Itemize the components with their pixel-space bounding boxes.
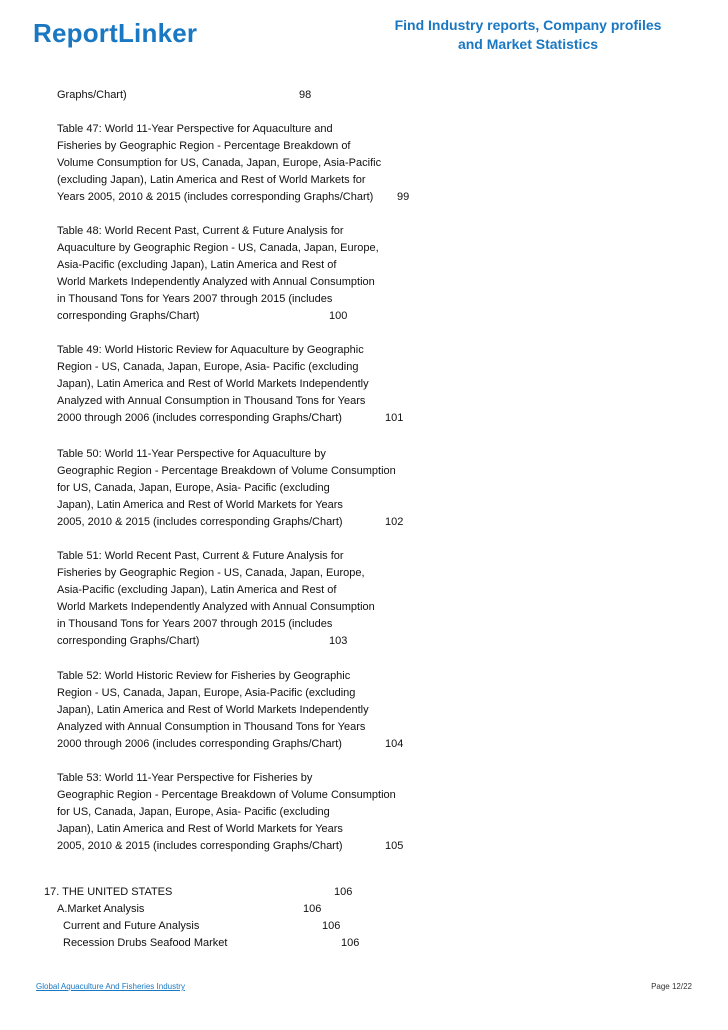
toc-entry-line: Table 52: World Historic Review for Fisheries by Geographic — [57, 670, 351, 682]
tagline-line-2: and Market Statistics — [457, 36, 599, 52]
toc-entry-line: Geographic Region - Percentage Breakdown of Volume Consumption — [57, 465, 396, 477]
toc-entry-line: Aquaculture by Geographic Region - US, Canada, Japan, Europe, — [57, 242, 379, 254]
toc-entry-line: Analyzed with Annual Consumption in Thousand Tons for Years — [57, 395, 366, 407]
toc-entry-line: Table 51: World Recent Past, Current & Future Analysis for — [57, 550, 344, 562]
toc-entry-line: Japan), Latin America and Rest of World Markets Independently — [57, 378, 369, 390]
toc-entry-line: Asia-Pacific (excluding Japan), Latin America and Rest of — [57, 259, 337, 271]
toc-entry-line: Table 49: World Historic Review for Aquaculture by Geographic — [57, 344, 364, 356]
toc-entry-line: Region - US, Canada, Japan, Europe, Asia-Pacific (excluding — [57, 687, 356, 699]
toc-page-number: 106 — [303, 903, 322, 915]
toc-page-number: 105 — [385, 840, 404, 852]
header-tagline — [380, 16, 676, 54]
toc-entry-line: Region - US, Canada, Japan, Europe, Asia- Pacific (excluding — [57, 361, 359, 373]
toc-entry-line: Japan), Latin America and Rest of World Markets for Years — [57, 823, 343, 835]
footer-page-number: Page 12/22 — [651, 982, 692, 991]
section-subheading: Recession Drubs Seafood Market — [63, 937, 228, 949]
toc-page-number: 106 — [341, 937, 360, 949]
toc-entry-line: World Markets Independently Analyzed with Annual Consumption — [57, 601, 375, 613]
toc-entry-line: Years 2005, 2010 & 2015 (includes corresponding Graphs/Chart) — [57, 191, 374, 203]
toc-entry-line: Japan), Latin America and Rest of World Markets Independently — [57, 704, 369, 716]
toc-entry-line: for US, Canada, Japan, Europe, Asia- Pacific (excluding — [57, 482, 330, 494]
toc-entry-line: Geographic Region - Percentage Breakdown of Volume Consumption — [57, 789, 396, 801]
toc-entry-line: (excluding Japan), Latin America and Rest of World Markets for — [57, 174, 366, 186]
toc-entry-line: in Thousand Tons for Years 2007 through 2015 (includes — [57, 618, 333, 630]
section-subheading: A.Market Analysis — [57, 903, 145, 915]
toc-entry-line: in Thousand Tons for Years 2007 through 2015 (includes — [57, 293, 333, 305]
toc-entry-line: 2005, 2010 & 2015 (includes corresponding Graphs/Chart) — [57, 516, 343, 528]
toc-entry-line: Table 53: World 11-Year Perspective for Fisheries by — [57, 772, 313, 784]
toc-entry-line: Table 47: World 11-Year Perspective for Aquaculture and — [57, 123, 333, 135]
toc-page-number: 100 — [329, 310, 348, 322]
toc-entry-line: Volume Consumption for US, Canada, Japan, Europe, Asia-Pacific — [57, 157, 382, 169]
toc-entry-line: 2000 through 2006 (includes corresponding Graphs/Chart) — [57, 738, 342, 750]
footer-report-title-link[interactable]: Global Aquaculture And Fisheries Industry — [36, 982, 185, 991]
toc-entry-line: Fisheries by Geographic Region - Percentage Breakdown of — [57, 140, 351, 152]
toc-page-number: 106 — [334, 886, 353, 898]
toc-page-number: 99 — [397, 191, 410, 203]
toc-entry-line: Fisheries by Geographic Region - US, Canada, Japan, Europe, — [57, 567, 365, 579]
tagline-line-1: Find Industry reports, Company profiles — [394, 17, 662, 33]
toc-entry-line: corresponding Graphs/Chart) — [57, 635, 200, 647]
toc-page-number: 98 — [299, 89, 312, 101]
toc-page-number: 106 — [322, 920, 341, 932]
toc-entry-line: Japan), Latin America and Rest of World Markets for Years — [57, 499, 343, 511]
toc-entry-line: Table 50: World 11-Year Perspective for Aquaculture by — [57, 448, 326, 460]
toc-entry-line: corresponding Graphs/Chart) — [57, 310, 200, 322]
toc-page-number: 104 — [385, 738, 404, 750]
toc-page-number: 103 — [329, 635, 348, 647]
toc-entry-line: World Markets Independently Analyzed with Annual Consumption — [57, 276, 375, 288]
section-heading: 17. THE UNITED STATES — [44, 886, 173, 898]
toc-entry-line: Graphs/Chart) — [57, 89, 127, 101]
toc-entry-line: Analyzed with Annual Consumption in Thousand Tons for Years — [57, 721, 366, 733]
toc-entry-line: Table 48: World Recent Past, Current & Future Analysis for — [57, 225, 344, 237]
section-subheading: Current and Future Analysis — [63, 920, 200, 932]
toc-entry-line: 2005, 2010 & 2015 (includes corresponding Graphs/Chart) — [57, 840, 343, 852]
toc-page-number: 102 — [385, 516, 404, 528]
toc-entry-line: 2000 through 2006 (includes corresponding Graphs/Chart) — [57, 412, 342, 424]
toc-page-number: 101 — [385, 412, 404, 424]
toc-entry-line: for US, Canada, Japan, Europe, Asia- Pacific (excluding — [57, 806, 330, 818]
toc-entry-line: Asia-Pacific (excluding Japan), Latin America and Rest of — [57, 584, 337, 596]
reportlinker-logo[interactable]: ReportLinker — [33, 18, 198, 48]
